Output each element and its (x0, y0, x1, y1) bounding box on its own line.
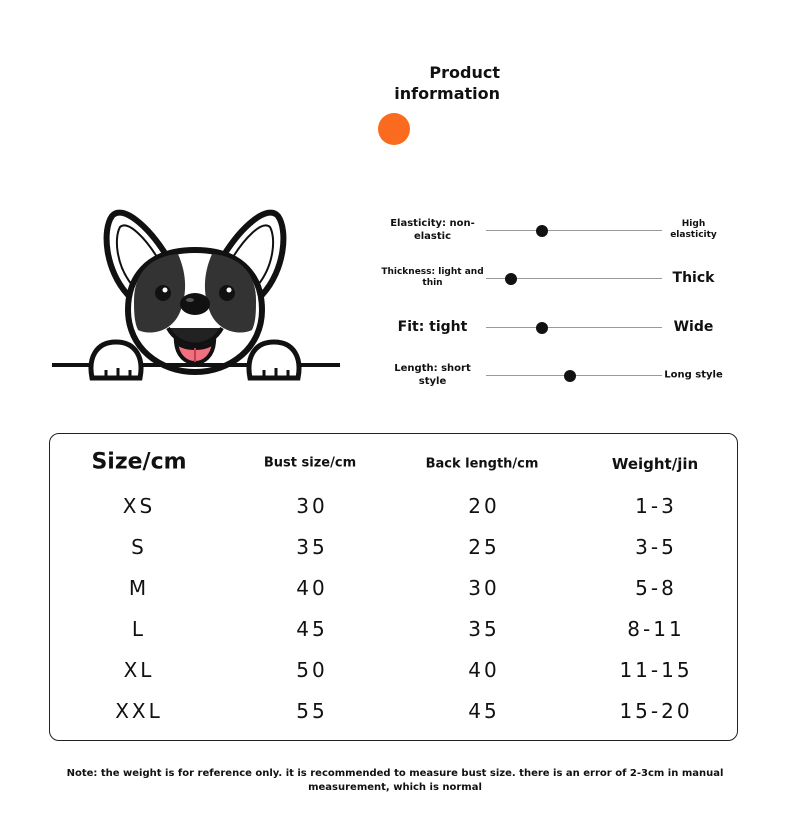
slider-knob (505, 273, 517, 285)
table-cell: 8-11 (627, 617, 685, 641)
title-line-2: information (394, 84, 500, 103)
table-header-size: Size/cm (91, 449, 187, 475)
table-cell: 5-8 (635, 576, 677, 600)
table-cell: 45 (468, 699, 500, 723)
table-cell: 40 (468, 658, 500, 682)
size-label: L (131, 617, 147, 641)
french-bulldog-peeking-icon (50, 200, 350, 390)
slider-left-label: Thickness: light and thin (381, 267, 484, 288)
title-line-1: Product (429, 63, 500, 82)
table-header-weight: Weight/jin (611, 455, 699, 473)
table-cell: 15-20 (619, 699, 693, 723)
size-label: XS (122, 494, 156, 518)
table-cell: 3-5 (635, 535, 677, 559)
slider-right-label: Thick (672, 270, 715, 286)
slider-left-label: Length: short style (394, 363, 471, 387)
table-cell: 30 (296, 494, 328, 518)
slider-track (486, 278, 662, 279)
table-cell: 30 (468, 576, 500, 600)
size-table (49, 433, 738, 741)
orange-dot-icon (378, 113, 410, 145)
slider-right-label: High elasticity (670, 219, 717, 240)
table-cell: 11-15 (619, 658, 693, 682)
table-cell: 40 (296, 576, 328, 600)
slider-thickness (380, 258, 725, 298)
slider-left-label: Fit: tight (397, 319, 468, 335)
slider-length (380, 355, 725, 395)
slider-right-label: Wide (673, 319, 714, 335)
size-label: XL (123, 658, 155, 682)
table-cell: 25 (468, 535, 500, 559)
table-cell: 45 (296, 617, 328, 641)
table-header-back-length: Back length/cm (425, 456, 539, 472)
slider-right-label: Long style (664, 369, 723, 381)
slider-left-label: Elasticity: non-elastic (390, 218, 475, 242)
slider-track (486, 230, 662, 231)
slider-knob (536, 322, 548, 334)
size-label: XXL (115, 699, 163, 723)
slider-knob (536, 225, 548, 237)
table-cell: 35 (468, 617, 500, 641)
slider-elasticity (380, 210, 725, 250)
table-cell: 20 (468, 494, 500, 518)
table-cell: 35 (296, 535, 328, 559)
slider-track (486, 327, 662, 328)
table-cell: 1-3 (635, 494, 677, 518)
table-cell: 50 (296, 658, 328, 682)
table-header-bust: Bust size/cm (263, 455, 357, 471)
measurement-note: Note: the weight is for reference only. it is recommended to measure bust size. there is an error of 2-3cm in manual measurement, which is normal (66, 768, 724, 793)
table-cell: 55 (296, 699, 328, 723)
size-label: M (128, 576, 150, 600)
slider-knob (564, 370, 576, 382)
page-title (360, 62, 500, 104)
slider-track (486, 375, 662, 376)
size-label: S (131, 535, 147, 559)
slider-fit (380, 307, 725, 347)
